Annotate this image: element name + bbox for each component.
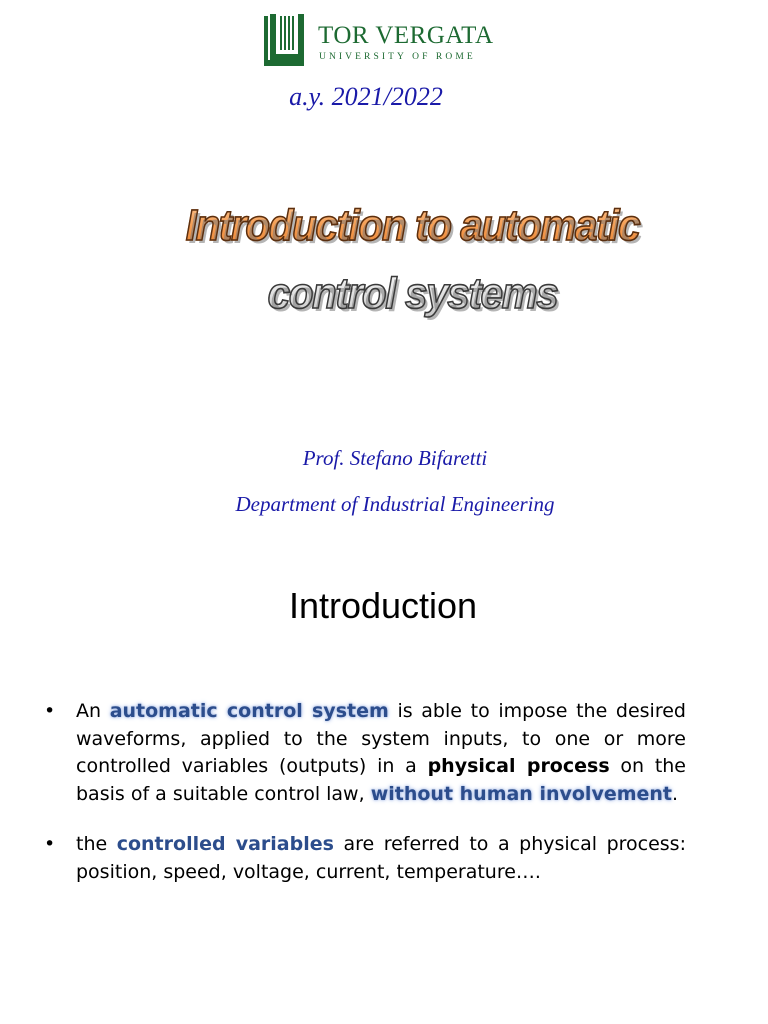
- course-title-line-1: Introduction to automatic: [33, 192, 768, 260]
- bullet-text-part: are referred to a physical process: position, speed, voltage, current, temperature….: [76, 833, 686, 883]
- bullet-item: [44, 831, 686, 886]
- university-logo-icon: [262, 14, 312, 68]
- section-heading: Introduction: [288, 585, 478, 626]
- course-title: [33, 192, 768, 328]
- bullet-text-part: An: [76, 700, 110, 722]
- bullet-marker: •: [44, 833, 56, 855]
- department-name: Department of Industrial Engineering: [235, 492, 555, 516]
- bullet-item: [44, 698, 686, 808]
- course-title-line-2: control systems: [33, 260, 768, 328]
- highlighted-term: without human involvement: [370, 782, 673, 805]
- highlighted-term: automatic control system: [109, 700, 389, 722]
- professor-name: Prof. Stefano Bifaretti: [302, 446, 488, 470]
- bullet-marker: •: [44, 700, 56, 722]
- bullet-text-part: the: [76, 833, 117, 855]
- bullet-text: [76, 698, 686, 808]
- bullet-list: [44, 698, 686, 886]
- university-subtitle: UNIVERSITY OF ROME: [319, 52, 476, 62]
- bullet-text: [76, 831, 686, 886]
- academic-year: a.y. 2021/2022: [289, 82, 443, 111]
- university-logo: [262, 14, 492, 70]
- university-name: TOR VERGATA: [318, 22, 494, 49]
- bullet-text-part: is able to impose the desired waveforms, applied to the system inputs, to one or more controlled variables (outputs) in a: [76, 700, 686, 777]
- bold-term: physical process: [427, 755, 610, 777]
- bullet-text-part: .: [672, 782, 679, 805]
- bullet-text-part: on the basis of a suitable control law,: [76, 755, 686, 805]
- highlighted-term: controlled variables: [116, 833, 334, 855]
